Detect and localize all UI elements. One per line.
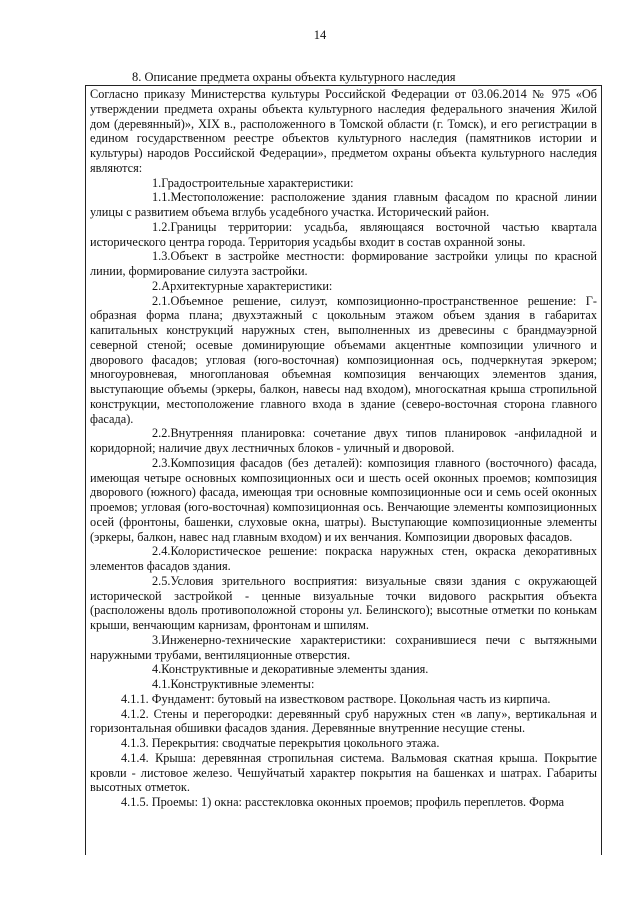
paragraph-2: 2.Архитектурные характеристики:	[152, 278, 333, 293]
paragraph-1-3: 1.3.Объект в застройке местности: формирование застройки улицы по красной линии, формирование силуэта застройки.	[90, 249, 597, 278]
intro-paragraph: Согласно приказу Министерства культуры Российской Федерации от 03.06.2014 № 975 «Об утверждении предмета охраны объекта культурного наследия федерального значения Жилой дом (деревянный)», XIX в., расположенного в Томской области (г. Томск), и его регистрации в едином государственном реестре объектов культурного наследия (памятников истории и культуры) народов Российской Федерации», предметом охраны объекта культурного наследия являются:	[90, 87, 597, 175]
paragraph-2-1: 2.1.Объемное решение, силуэт, композиционно-пространственное решение: Г-образная форма плана; двухэтажный с цокольным этажом объем здания в габаритах капитальных конструкций наружных стен, выполненных из древесины с брандмауэрной северной стеной; осевые доминирующие объемами акцентные композиции уличного и дворового фасадов; угловая (юго-восточная) композиционная ось, подчеркнутая эркером; многоуровневая, многоплановая объемная композиция венчающих элементов здания, выступающие объемы (эркеры, балкон, навесы над входом), многоскатная крыша стропильной конструкции, местоположение главного входа в здание (северо-восточная сторона главного фасада).	[90, 293, 597, 426]
paragraph-1: 1.Градостроительные характеристики:	[152, 175, 354, 190]
paragraph-2-5: 2.5.Условия зрительного восприятия: визуальные связи здания с окружающей исторической застройкой - ценные визуальные точки видового раскрытия объекта (расположены вдоль противоположной стороны ул. Белинского); высотные отметки по конькам крыши, венчающим карнизам, фронтонам и шпилям.	[90, 573, 597, 632]
paragraph-4: 4.Конструктивные и декоративные элементы здания.	[152, 662, 429, 677]
paragraph-4-1-4: 4.1.4. Крыша: деревянная стропильная система. Вальмовая скатная крыша. Покрытие кровли - листовое железо. Чешуйчатый характер покрытия на башенках и шатрах. Габариты высотных отметок.	[90, 750, 597, 795]
paragraph-2-3: 2.3.Композиция фасадов (без деталей): композиция главного (восточного) фасада, имеющая четыре основных композиционных оси и шесть осей оконных проемов; композиция дворового (южного) фасада, имеющая три основные композиционные оси и семь осей оконных проемов; угловая (юго-восточная) композиционная ось. Венчающие элементы композиционных осей (фронтоны, башенки, слуховые окна, шатры). Выступающие композиционные элементы (эркеры, балкон, навес над главным входом) и их венчания. Композиции дворовых фасадов.	[90, 455, 597, 544]
page-number: 14	[313, 28, 327, 42]
paragraph-4-1-2: 4.1.2. Стены и перегородки: деревянный сруб наружных стен «в лапу», вертикальная и горизонтальная обшивки фасадов здания. Деревянные внутренние несущие стены.	[90, 706, 597, 736]
paragraph-3: 3.Инженерно-технические характеристики: сохранившиеся печи с вытяжными наружными трубами, вентиляционные отверстия.	[90, 632, 597, 662]
paragraph-4-1-1: 4.1.1. Фундамент: бутовый на известковом растворе. Цокольная часть из кирпича.	[121, 691, 551, 706]
paragraph-2-2: 2.2.Внутренняя планировка: сочетание двух типов планировок -анфиладной и коридорной; наличие двух лестничных блоков - уличный и дворовой.	[90, 426, 597, 455]
paragraph-4-1-5: 4.1.5. Проемы: 1) окна: расстекловка оконных проемов; профиль переплетов. Форма	[121, 795, 565, 809]
paragraph-1-1: 1.1.Местоположение: расположение здания главным фасадом по красной линии улицы с развитием объема вглубь усадебного участка. Исторический район.	[90, 190, 597, 219]
paragraph-2-4: 2.4.Колористическое решение: покраска наружных стен, окраска декоративных элементов фасадов здания.	[90, 544, 597, 573]
section-heading: 8. Описание предмета охраны объекта культурного наследия	[132, 70, 456, 84]
paragraph-1-2: 1.2.Границы территории: усадьба, являющаяся восточной частью квартала исторического центра города. Территория усадьбы входит в состав охранной зоны.	[90, 219, 597, 249]
paragraph-4-1-3: 4.1.3. Перекрытия: сводчатые перекрытия цокольного этажа.	[121, 736, 440, 750]
document-text-frame	[85, 85, 602, 855]
paragraph-4-1: 4.1.Конструктивные элементы:	[152, 677, 315, 691]
